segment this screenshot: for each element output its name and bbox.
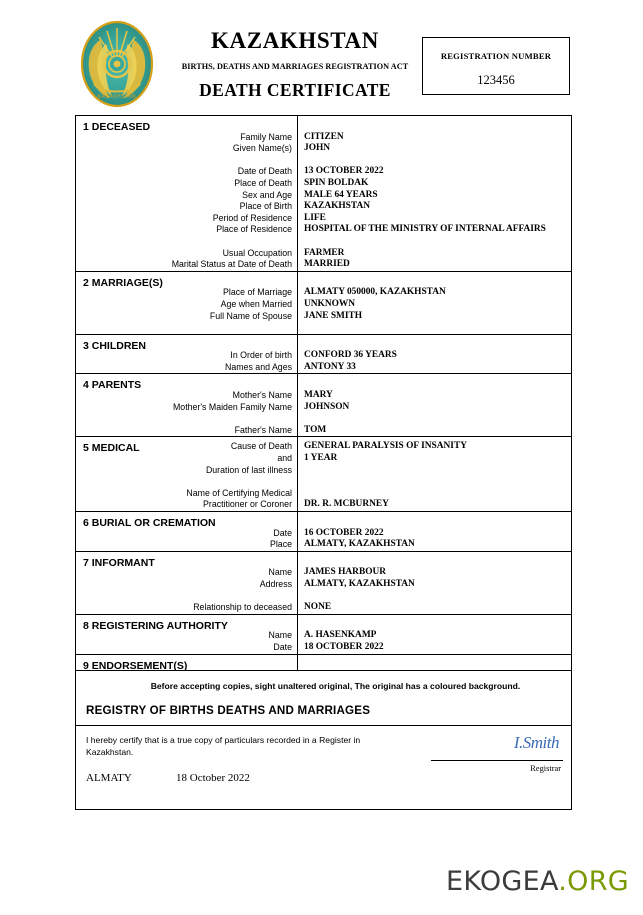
field-value: JANE SMITH [304,310,363,321]
field-value: KAZAKHSTAN [304,201,370,212]
field-label: Relationship to deceased [193,602,292,613]
spacer [304,322,571,334]
document-type-title: DEATH CERTIFICATE [199,80,391,100]
value-list [304,615,571,654]
section-title: 1 DECEASED [83,121,151,133]
section-labels-column [76,374,298,436]
field-label: and [277,453,292,464]
field-label: Date [273,641,292,652]
field-value: TOM [304,424,327,435]
certification-place-date [86,772,561,784]
field-label: Name [268,567,292,578]
section-labels-column [76,335,298,374]
spacer [304,413,571,425]
field-label: Age when Married [220,298,292,309]
field-value: CITIZEN [304,131,344,142]
section-values-column [298,512,571,551]
spacer [76,322,292,334]
section-values-column [298,374,571,436]
field-label: Duration of last illness [205,464,292,475]
field-value: CONFORD 36 YEARS [304,350,397,361]
field-value: FARMER [304,247,345,258]
field-value: JAMES HARBOUR [304,567,387,578]
spacer [304,659,571,671]
field-value: MARRIED [304,259,350,270]
country-title: KAZAKHSTAN [211,28,379,53]
registration-number-label: REGISTRATION NUMBER [440,51,552,61]
brand-name: EKOGEA [445,866,559,897]
section-labels-column [76,655,298,671]
field-label: Father's Name [234,424,292,435]
field-label: Address [259,578,292,589]
field-label: Period of Residence [212,212,292,223]
spacer [76,591,292,603]
field-value: 18 OCTOBER 2022 [304,641,384,652]
field-label: Place of Residence [216,224,292,235]
section-7 [76,552,571,615]
section-values-column [298,116,571,271]
spacer [304,556,571,568]
certification-city: ALMATY [86,772,132,785]
value-list [304,116,571,271]
section-title: 5 MEDICAL [83,442,140,455]
field-value: JOHNSON [304,401,350,412]
field-value: GENERAL PARALYSIS OF INSANITY [304,441,467,452]
section-labels-column [76,116,298,271]
registry-heading: REGISTRY OF BIRTHS DEATHS AND MARRIAGES [86,704,371,718]
notice-content [76,671,571,725]
section-title: 6 BURIAL OR CREMATION [83,517,216,529]
spacer [304,488,571,500]
section-3 [76,335,571,375]
section-labels-column [76,615,298,654]
spacer [304,591,571,603]
field-value: 1 YEAR [304,453,338,464]
section-values-column [298,335,571,374]
signature-area [431,732,563,773]
section-5 [76,437,571,512]
registrar-signature: I.Smith [513,733,559,753]
field-label: Given Name(s) [232,143,292,154]
section-values-column [298,437,571,511]
spacer [304,619,571,631]
ekogea-watermark [446,866,629,897]
label-list [76,116,297,271]
section-values-column [298,552,571,614]
section-values-column [298,655,571,671]
value-list [304,335,571,374]
value-list [304,272,571,334]
value-list [304,374,571,436]
value-list [304,552,571,614]
registration-number-box [422,37,570,95]
field-label: Family Name [240,131,292,142]
spacer [304,236,571,248]
field-label: Names and Ages [225,361,292,372]
field-value: ALMATY, KAZAKHSTAN [304,578,415,589]
value-list [304,655,571,671]
field-value: LIFE [304,212,326,223]
spacer [76,413,292,425]
copy-warning-text: Before accepting copies, sight unaltered original, The original has a coloured background. [150,681,521,692]
field-label: Sex and Age [242,189,292,200]
value-list [304,512,571,551]
section-2 [76,272,571,335]
field-label: Mother's Name [232,390,292,401]
field-label: Name of Certifying Medical [186,487,292,498]
certification-text: I hereby certify that is a true copy of particulars recorded in a Register in Kazakhstan. [86,735,361,757]
field-value: DR. R. MCBURNEY [304,499,389,510]
section-labels-column [76,512,298,551]
section-labels-column [76,437,298,511]
spacer [304,339,571,351]
svg-text:KAZAKHSTAN: KAZAKHSTAN [97,94,137,100]
spacer [304,155,571,167]
notice-block [76,671,571,809]
field-label: Cause of Death [230,441,292,452]
certification-date: 18 October 2022 [176,772,250,785]
title-block [170,14,420,101]
section-title: 3 CHILDREN [83,339,147,352]
certificate-header [75,14,572,110]
section-labels-column [76,272,298,334]
section-1 [76,116,571,272]
field-value: MARY [304,390,333,401]
field-value: ANTONY 33 [304,361,356,372]
field-label: Date of Death [237,166,292,177]
field-value: HOSPITAL OF THE MINISTRY OF INTERNAL AFFAIRS [304,224,546,235]
certification-block [76,725,571,809]
field-value: A. HASENKAMP [304,630,377,641]
section-4 [76,374,571,437]
field-value: ALMATY 050000, KAZAKHSTAN [304,287,446,298]
field-value: ALMATY, KAZAKHSTAN [304,539,415,550]
spacer [304,465,571,477]
field-value: 13 OCTOBER 2022 [304,166,384,177]
spacer [76,236,292,248]
field-label: Full Name of Spouse [209,310,292,321]
section-8 [76,615,571,655]
section-title: 2 MARRIAGE(S) [83,276,163,289]
field-label: Practitioner or Coroner [203,499,292,510]
spacer [76,476,292,488]
section-title: 8 REGISTERING AUTHORITY [83,619,228,632]
field-value: 16 OCTOBER 2022 [304,527,384,538]
field-value: UNKNOWN [304,298,356,309]
field-label: Marital Status at Date of Death [171,259,292,270]
section-9 [76,655,571,672]
spacer [76,155,292,167]
kazakhstan-state-emblem-icon [80,18,154,108]
certificate-table [75,115,572,810]
section-values-column [298,272,571,334]
section-labels-column [76,552,298,614]
field-label: Date [273,527,292,538]
spacer [304,476,571,488]
field-value: NONE [304,602,332,613]
brand-tld: .ORG [558,866,629,897]
field-value: MALE 64 YEARS [304,189,378,200]
section-title: 9 ENDORSEMENT(S) [83,659,188,672]
section-title: 4 PARENTS [83,379,142,392]
field-label: Place [269,539,292,550]
field-label: Place of Death [234,177,292,188]
registration-number-value: 123456 [477,73,515,87]
section-values-column [298,615,571,654]
field-value: SPIN BOLDAK [304,177,369,188]
signature-rule [431,760,563,761]
field-label: In Order of birth [230,350,292,361]
section-6 [76,512,571,552]
field-value: JOHN [304,143,331,154]
registrar-label: Registrar [530,764,561,774]
field-label: Mother's Maiden Family Name [172,401,292,412]
field-label: Place of Marriage [223,287,292,298]
spacer [304,516,571,528]
field-label: Usual Occupation [222,247,292,258]
section-title: 7 INFORMANT [83,556,155,569]
spacer [304,276,571,288]
spacer [304,378,571,390]
field-label: Name [268,630,292,641]
act-subtitle: BIRTHS, DEATHS AND MARRIAGES REGISTRATION ACT [181,62,409,71]
field-label: Place of Birth [239,201,292,212]
value-list [304,437,571,511]
